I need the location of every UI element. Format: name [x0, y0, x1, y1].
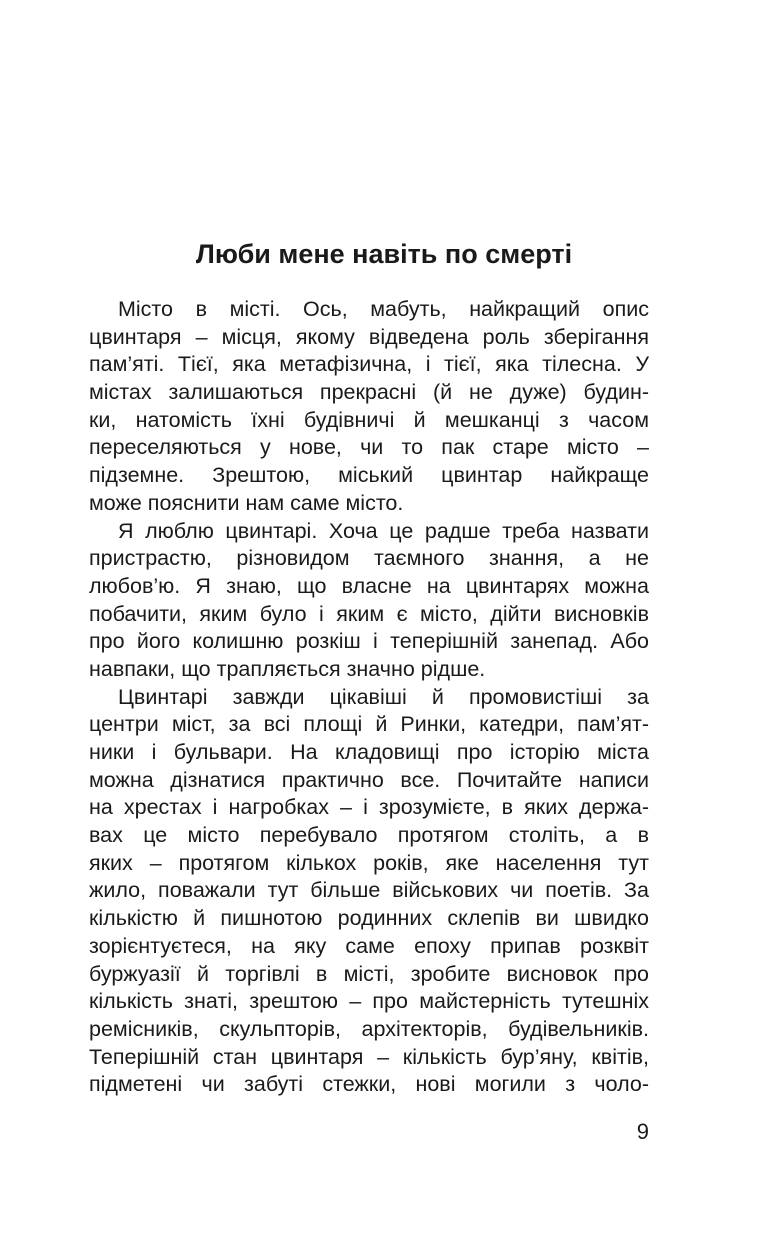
text-line: містах залишаються прекрасні (й не дуже) будин-	[89, 380, 649, 405]
text-line: Теперішній стан цвинтаря – кількість бур’яну, квітів,	[89, 1044, 649, 1069]
body-text	[89, 296, 649, 1099]
text-line: жило, поважали тут більше військових чи поетів. За	[89, 878, 649, 903]
text-line: вах це місто перебувало протягом століть, а в	[89, 823, 649, 848]
text-line: підметені чи забуті стежки, нові могили з чоло-	[89, 1072, 649, 1097]
text-line: ки, натомість їхні будівничі й мешканці з часом	[89, 407, 649, 432]
text-line: кількістю й пишнотою родинних склепів ви швидко	[89, 906, 649, 931]
text-line: може пояснити нам саме місто.	[89, 490, 404, 515]
text-line: зорієнтуєтеся, на яку саме епоху припав розквіт	[89, 933, 649, 958]
text-line: підземне. Зрештою, міський цвинтар найкраще	[89, 463, 649, 488]
text-line: ники і бульвари. На кладовищі про історію міста	[89, 740, 649, 764]
text-line: яких – протягом кількох років, яке населення тут	[89, 850, 649, 875]
text-line: ремісників, скульпторів, архітекторів, будівельників.	[89, 1016, 649, 1041]
paragraph	[89, 684, 649, 1099]
text-line: переселяються у нове, чи то пак старе місто –	[89, 435, 649, 460]
text-line: кількість знаті, зрештою – про майстерність тутешніх	[89, 989, 649, 1014]
text-line: можна дізнатися практично все. Почитайте написи	[89, 767, 649, 792]
text-line: на хрестах і нагробках – і зрозумієте, в яких держа-	[89, 795, 649, 820]
text-line: центри міст, за всі площі й Ринки, катедри, пам’ят-	[89, 712, 649, 737]
paragraph	[89, 296, 649, 518]
page-number: 9	[636, 1119, 649, 1144]
text-line: любов’ю. Я знаю, що власне на цвинтарях можна	[89, 573, 649, 598]
paragraph	[89, 518, 649, 684]
chapter-title: Люби мене навіть по смерті	[195, 239, 573, 269]
text-line: Місто в місті. Ось, мабуть, найкращий опис	[118, 297, 649, 321]
text-line: пам’яті. Тієї, яка метафізична, і тієї, яка тілесна. У	[89, 352, 649, 377]
text-line: цвинтаря – місця, якому відведена роль зберігання	[89, 324, 649, 349]
text-line: пристрастю, різновидом таємного знання, а не	[89, 546, 649, 571]
text-line: буржуазії й торгівлі в місті, зробите висновок про	[89, 961, 649, 986]
text-line: Цвинтарі завжди цікавіші й промовистіші за	[118, 684, 649, 709]
text-line: Я люблю цвинтарі. Хоча це радше треба назвати	[118, 518, 649, 543]
text-line: навпаки, що трапляється значно рідше.	[89, 656, 486, 681]
text-line: про його колишню розкіш і теперішній занепад. Або	[89, 629, 649, 654]
text-line: побачити, яким було і яким є місто, дійти висновків	[89, 601, 649, 626]
